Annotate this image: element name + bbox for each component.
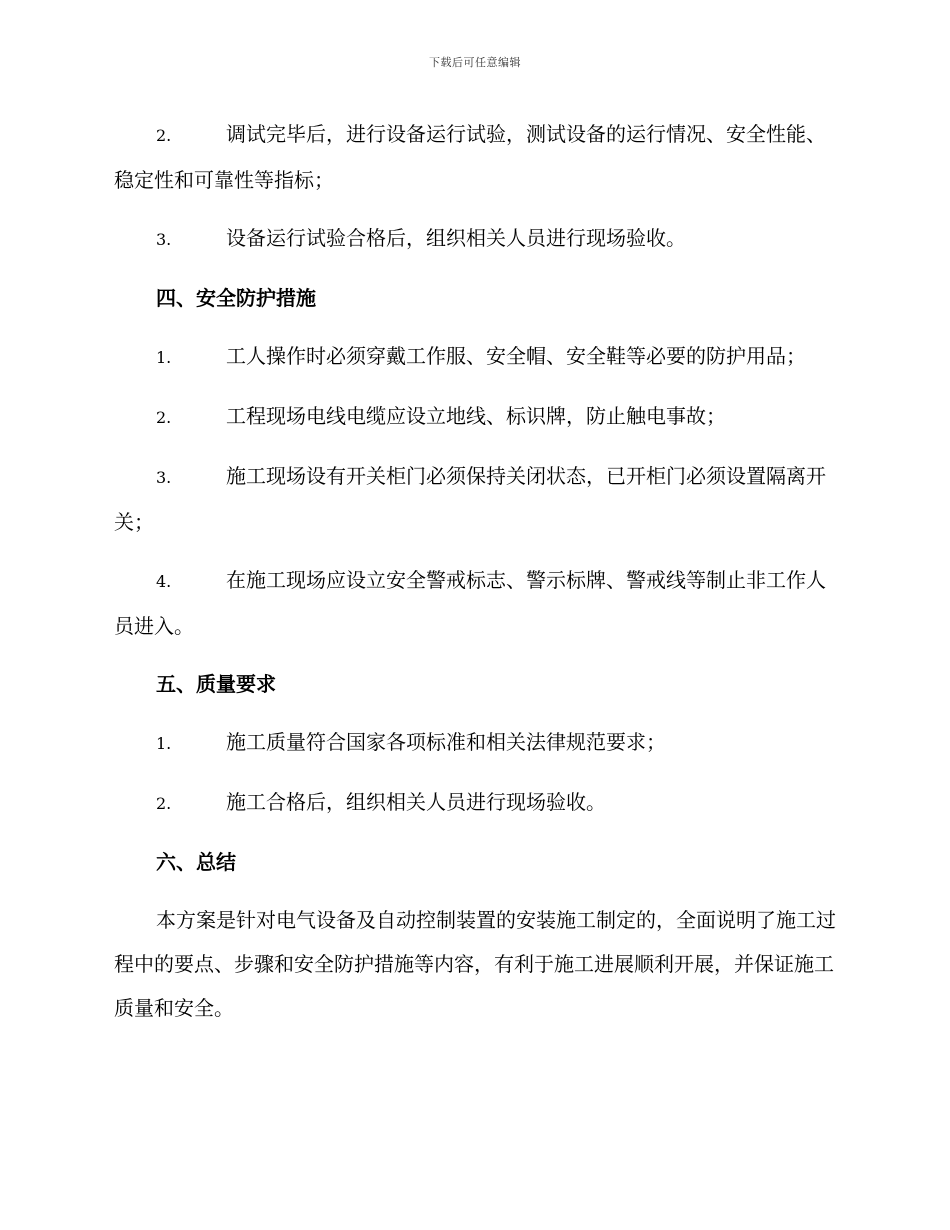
list-item-text: 施工质量符合国家各项标准和相关法律规范要求； bbox=[226, 730, 666, 754]
list-item-text: 设备运行试验合格后，组织相关人员进行现场验收。 bbox=[226, 226, 686, 250]
list-item-text: 调试完毕后，进行设备运行试验，测试设备的运行情况、安全性能、稳定性和可靠性等指标； bbox=[114, 122, 826, 192]
list-item-text: 施工现场设有开关柜门必须保持关闭状态，已开柜门必须设置隔离开关； bbox=[114, 464, 826, 534]
summary-paragraph: 本方案是针对电气设备及自动控制装置的安装施工制定的，全面说明了施工过程中的要点、步骤和安全防护措施等内容，有利于施工进展顺利开展，并保证施工质量和安全。 bbox=[114, 908, 836, 1020]
list-number: 2. bbox=[156, 126, 172, 145]
list-item bbox=[114, 112, 836, 202]
section-heading: 五、质量要求 bbox=[156, 672, 276, 696]
list-item bbox=[114, 720, 836, 766]
page-header: 下载后可任意编辑 bbox=[429, 56, 521, 69]
list-number: 2. bbox=[156, 408, 172, 427]
list-number: 3. bbox=[156, 468, 172, 487]
list-number: 1. bbox=[156, 734, 172, 753]
list-item bbox=[114, 558, 836, 648]
list-number: 1. bbox=[156, 348, 172, 367]
list-item-text: 施工合格后，组织相关人员进行现场验收。 bbox=[226, 790, 606, 814]
list-item bbox=[114, 334, 836, 380]
list-number: 4. bbox=[156, 572, 172, 591]
list-item bbox=[114, 454, 836, 544]
list-number: 3. bbox=[156, 230, 172, 249]
list-item bbox=[114, 780, 836, 826]
document-body bbox=[114, 112, 836, 1030]
list-item bbox=[114, 216, 836, 262]
section-heading: 六、总结 bbox=[156, 850, 236, 874]
section-heading: 四、安全防护措施 bbox=[156, 286, 316, 310]
list-item-text: 工程现场电线电缆应设立地线、标识牌，防止触电事故； bbox=[226, 404, 726, 428]
list-item-text: 在施工现场应设立安全警戒标志、警示标牌、警戒线等制止非工作人员进入。 bbox=[114, 568, 826, 638]
list-item bbox=[114, 394, 836, 440]
list-number: 2. bbox=[156, 794, 172, 813]
list-item-text: 工人操作时必须穿戴工作服、安全帽、安全鞋等必要的防护用品； bbox=[226, 344, 806, 368]
